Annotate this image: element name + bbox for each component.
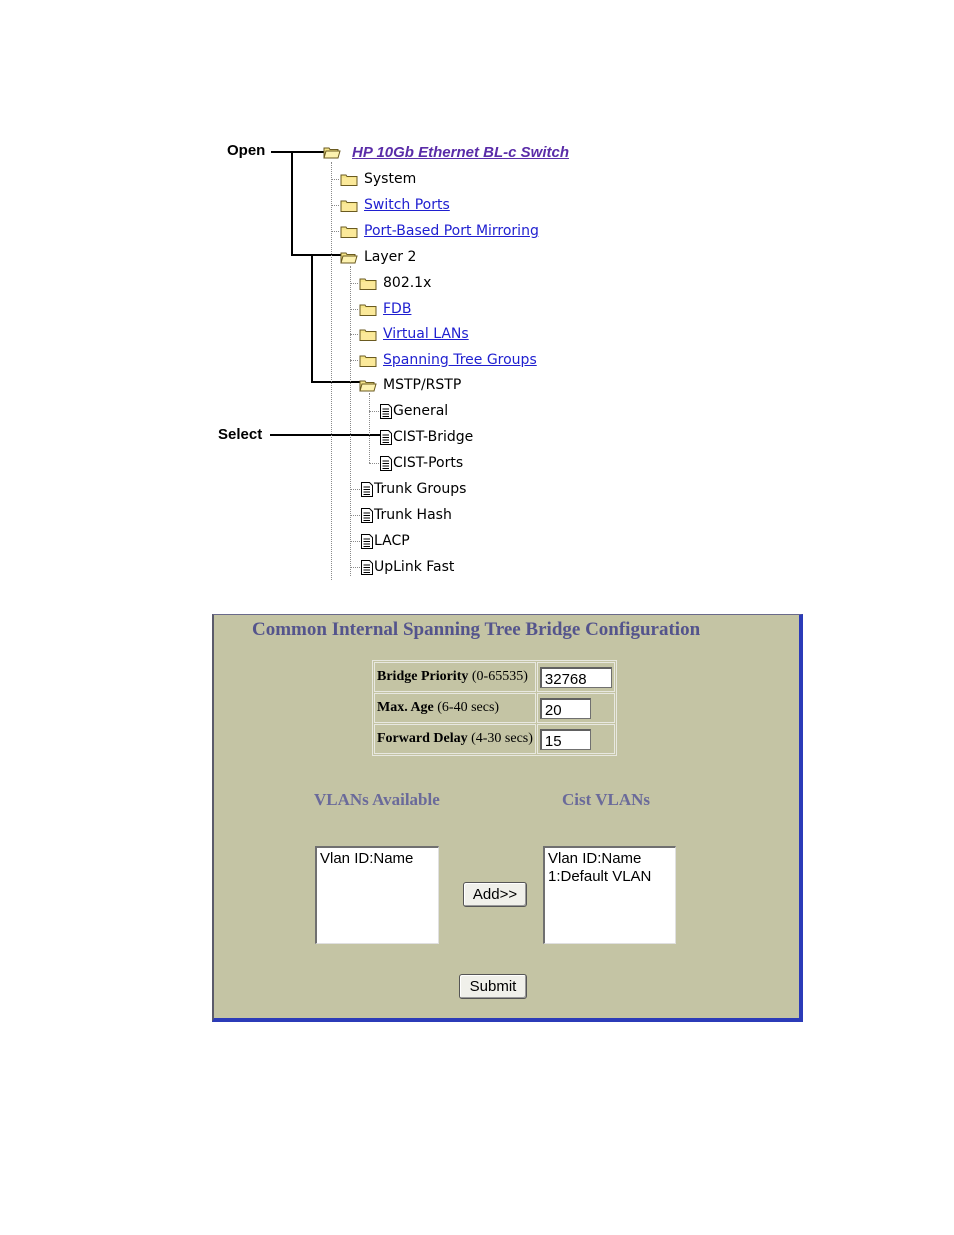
tree-item-virtual-lans[interactable] bbox=[359, 323, 469, 345]
cist-bridge-panel bbox=[212, 614, 803, 1022]
bridge-priority-input[interactable]: 32768 bbox=[540, 667, 612, 688]
tree-item-label[interactable]: Spanning Tree Groups bbox=[383, 352, 537, 368]
folder-icon bbox=[340, 225, 358, 238]
cist-vlans-list[interactable] bbox=[543, 846, 676, 944]
vlans-available-list[interactable] bbox=[315, 846, 439, 944]
tree-item-label: LACP bbox=[374, 533, 410, 549]
field-label: Forward Delay bbox=[377, 731, 468, 746]
tree-item-label: MSTP/RSTP bbox=[383, 377, 462, 393]
cist-vlans-heading: Cist VLANs bbox=[562, 790, 651, 809]
folder-icon bbox=[359, 328, 377, 341]
forward-delay-input[interactable]: 15 bbox=[540, 729, 591, 750]
tree-item-port-based-port-mirroring[interactable] bbox=[340, 220, 539, 242]
tree-root[interactable] bbox=[323, 141, 569, 163]
table-row bbox=[374, 724, 615, 754]
tree-item-label: UpLink Fast bbox=[374, 559, 455, 575]
folder-icon bbox=[359, 354, 377, 367]
tree-item-switch-ports[interactable] bbox=[340, 194, 450, 216]
tree-item-label: Trunk Hash bbox=[374, 507, 452, 523]
tree-item-label[interactable]: Virtual LANs bbox=[383, 326, 469, 342]
open-connector bbox=[311, 381, 363, 383]
tree-item-label[interactable]: Switch Ports bbox=[364, 197, 450, 213]
document-icon bbox=[361, 534, 373, 549]
open-connector bbox=[291, 151, 293, 256]
tree-item-802-1x[interactable] bbox=[359, 272, 431, 294]
field-label: Max. Age bbox=[377, 700, 434, 715]
max-age-input[interactable]: 20 bbox=[540, 698, 591, 719]
panel-title: Common Internal Spanning Tree Bridge Configuration bbox=[252, 619, 701, 640]
tree-item-label: General bbox=[393, 403, 449, 419]
document-icon bbox=[380, 404, 392, 419]
tree-item-label[interactable]: Port-Based Port Mirroring bbox=[364, 223, 539, 239]
document-icon bbox=[361, 508, 373, 523]
field-label: Bridge Priority bbox=[377, 669, 469, 684]
tree-item-general[interactable] bbox=[380, 400, 448, 422]
folder-open-icon bbox=[359, 379, 377, 392]
tree-item-label[interactable]: FDB bbox=[383, 301, 412, 317]
folder-icon bbox=[340, 173, 358, 186]
tree-item-spanning-tree-groups[interactable] bbox=[359, 349, 537, 371]
add-button[interactable]: Add>> bbox=[463, 882, 527, 907]
tree-item-label: Layer 2 bbox=[364, 249, 417, 265]
folder-open-icon bbox=[323, 146, 341, 159]
tree-item-system[interactable] bbox=[340, 168, 416, 190]
table-row bbox=[374, 693, 615, 723]
tree-item-label: CIST-Bridge bbox=[393, 429, 474, 445]
open-connector bbox=[311, 254, 313, 383]
tree-item-uplink-fast[interactable] bbox=[361, 556, 454, 578]
open-connector bbox=[291, 254, 345, 256]
document-icon bbox=[380, 430, 392, 445]
document-icon bbox=[380, 456, 392, 471]
list-item[interactable]: 1:Default VLAN bbox=[548, 868, 652, 885]
config-table bbox=[372, 660, 617, 756]
select-connector bbox=[270, 434, 383, 436]
tree-item-cist-ports[interactable] bbox=[380, 452, 463, 474]
tree-item-label: 802.1x bbox=[383, 275, 432, 291]
callout-open: Open bbox=[227, 142, 266, 159]
folder-icon bbox=[359, 303, 377, 316]
vlans-available-heading: VLANs Available bbox=[314, 790, 440, 809]
root-link[interactable]: HP 10Gb Ethernet BL-c Switch bbox=[352, 143, 569, 161]
tree-item-cist-bridge[interactable] bbox=[380, 426, 473, 448]
tree-item-label: CIST-Ports bbox=[393, 455, 464, 471]
tree-item-fdb[interactable] bbox=[359, 298, 411, 320]
list-item[interactable]: Vlan ID:Name bbox=[320, 850, 414, 867]
field-range: (0-65535) bbox=[468, 669, 528, 684]
tree-item-layer-2[interactable] bbox=[340, 246, 416, 268]
list-item[interactable]: Vlan ID:Name bbox=[548, 850, 642, 867]
document-icon bbox=[361, 560, 373, 575]
callout-select: Select bbox=[218, 426, 263, 443]
tree-item-label: System bbox=[364, 171, 417, 187]
open-connector bbox=[271, 151, 325, 153]
tree-item-lacp[interactable] bbox=[361, 530, 410, 552]
field-range: (4-30 secs) bbox=[467, 731, 533, 746]
tree-item-trunk-groups[interactable] bbox=[361, 478, 466, 500]
tree-item-mstp-rstp[interactable] bbox=[359, 374, 461, 396]
folder-open-icon bbox=[340, 251, 358, 264]
folder-icon bbox=[340, 199, 358, 212]
table-row bbox=[374, 662, 615, 692]
submit-button[interactable]: Submit bbox=[459, 974, 527, 999]
field-range: (6-40 secs) bbox=[433, 700, 500, 715]
tree-item-label: Trunk Groups bbox=[374, 481, 467, 497]
tree-item-trunk-hash[interactable] bbox=[361, 504, 452, 526]
document-icon bbox=[361, 482, 373, 497]
folder-icon bbox=[359, 277, 377, 290]
